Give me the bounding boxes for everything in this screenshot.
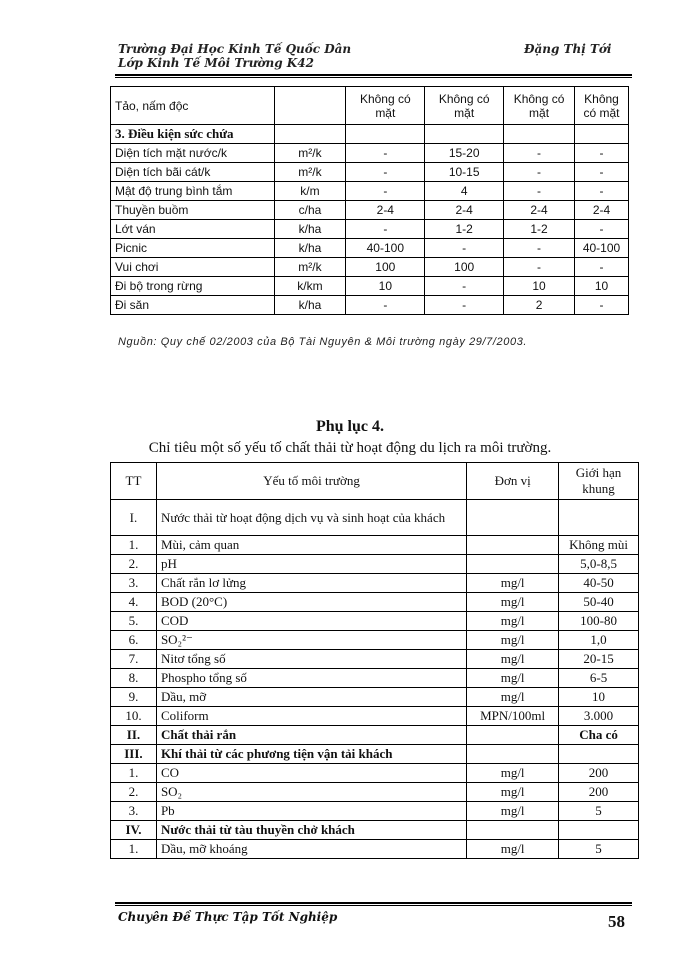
row-tt: 2. (111, 783, 157, 802)
page-number: 58 (608, 912, 625, 931)
row-unit: k/ha (274, 296, 346, 315)
appendix-title: Phụ lục 4. (315, 418, 384, 435)
header-class: Lớp Kinh Tế Môi Trường K42 (118, 56, 314, 70)
table-row (111, 783, 639, 802)
row-unit: mg/l (467, 612, 559, 631)
row-limit: 20-15 (559, 650, 639, 669)
capacity-table (110, 86, 629, 315)
row-tt: 5. (111, 612, 157, 631)
row-tt: 7. (111, 650, 157, 669)
row-limit: 5,0-8,5 (559, 555, 639, 574)
row-value-4: 40-100 (575, 239, 629, 258)
table-row (111, 593, 639, 612)
row-unit: mg/l (467, 593, 559, 612)
header-factor: Yếu tố môi trường (156, 463, 466, 500)
row-unit: mg/l (467, 631, 559, 650)
row-unit (467, 821, 559, 840)
row-unit (467, 745, 559, 764)
table-row (111, 296, 629, 315)
row-limit: Không mùi (559, 536, 639, 555)
row-value-1: - (346, 220, 425, 239)
table-row (111, 745, 639, 764)
row-unit: mg/l (467, 783, 559, 802)
header-limit: Giới hạn khung (559, 463, 639, 500)
table-row (111, 182, 629, 201)
row-limit: 10 (559, 688, 639, 707)
row-limit (559, 500, 639, 536)
table-row (111, 650, 639, 669)
row-factor: Dầu, mỡ (156, 688, 466, 707)
row-value-2: 2-4 (425, 201, 504, 220)
row-name: Mật độ trung bình tắm (111, 182, 275, 201)
waste-table (110, 462, 639, 859)
row-factor: Coliform (156, 707, 466, 726)
row-tt: 3. (111, 802, 157, 821)
row-value-4: Không có mặt (575, 87, 629, 125)
table-row (111, 87, 629, 125)
row-value-3: Không có mặt (504, 87, 575, 125)
row-limit: Cha có (559, 726, 639, 745)
row-unit: mg/l (467, 574, 559, 593)
table-row (111, 277, 629, 296)
table-header-row (111, 463, 639, 500)
row-value-3: 2 (504, 296, 575, 315)
header-author: Đặng Thị Tới (524, 42, 612, 56)
row-limit: 5 (559, 840, 639, 859)
row-name: Đi bộ trong rừng (111, 277, 275, 296)
row-name: Picnic (111, 239, 275, 258)
row-value-3: - (504, 258, 575, 277)
row-factor: Pb (156, 802, 466, 821)
row-tt: III. (111, 745, 157, 764)
row-unit: m²/k (274, 258, 346, 277)
row-value-2: 1-2 (425, 220, 504, 239)
row-limit: 200 (559, 783, 639, 802)
row-name: Lớt ván (111, 220, 275, 239)
row-tt: 6. (111, 631, 157, 650)
row-unit: mg/l (467, 688, 559, 707)
row-value-4 (575, 125, 629, 144)
table-row (111, 764, 639, 783)
table-row (111, 125, 629, 144)
row-name: Thuyền buồm (111, 201, 275, 220)
table-row (111, 840, 639, 859)
row-value-3: - (504, 144, 575, 163)
row-unit: k/ha (274, 220, 346, 239)
row-value-2: - (425, 239, 504, 258)
row-unit: mg/l (467, 650, 559, 669)
row-factor: Chất rắn lơ lửng (156, 574, 466, 593)
row-factor: COD (156, 612, 466, 631)
row-value-3: 10 (504, 277, 575, 296)
row-limit (559, 821, 639, 840)
row-tt: IV. (111, 821, 157, 840)
header-unit: Đơn vị (467, 463, 559, 500)
table-row (111, 802, 639, 821)
table-row (111, 201, 629, 220)
row-value-1 (346, 125, 425, 144)
row-value-1: 40-100 (346, 239, 425, 258)
appendix-subtitle: Chỉ tiêu một số yếu tố chất thải từ hoạt động du lịch ra môi trường. (148, 440, 552, 456)
row-unit (274, 125, 346, 144)
row-value-2: - (425, 296, 504, 315)
row-tt: II. (111, 726, 157, 745)
row-name: Diện tích bãi cát/k (111, 163, 275, 182)
row-factor: SO₂ (156, 783, 466, 802)
row-value-2: 15-20 (425, 144, 504, 163)
footer-rule (115, 902, 632, 904)
row-factor: Chất thải rắn (156, 726, 466, 745)
row-factor: Phospho tổng số (156, 669, 466, 688)
row-value-1: 100 (346, 258, 425, 277)
row-value-2: 10-15 (425, 163, 504, 182)
row-value-4: - (575, 144, 629, 163)
row-value-3: - (504, 239, 575, 258)
row-value-3: 2-4 (504, 201, 575, 220)
table-row (111, 555, 639, 574)
row-value-2: 4 (425, 182, 504, 201)
row-unit: mg/l (467, 764, 559, 783)
table-row (111, 239, 629, 258)
row-unit: m²/k (274, 163, 346, 182)
table-row (111, 144, 629, 163)
row-tt: 1. (111, 764, 157, 783)
row-value-1: - (346, 163, 425, 182)
row-name: 3. Điều kiện sức chứa (111, 125, 275, 144)
header-school: Trường Đại Học Kinh Tế Quốc Dân (118, 42, 352, 56)
row-factor: Mùi, cảm quan (156, 536, 466, 555)
row-value-1: Không có mặt (346, 87, 425, 125)
table-row (111, 220, 629, 239)
source-note: Nguồn: Quy chế 02/2003 của Bộ Tài Nguyên & Môi trường ngày 29/7/2003. (118, 336, 528, 348)
row-value-3: - (504, 163, 575, 182)
row-limit: 50-40 (559, 593, 639, 612)
table-row (111, 726, 639, 745)
row-unit (467, 500, 559, 536)
row-factor: SO₂²⁻ (156, 631, 466, 650)
row-limit: 5 (559, 802, 639, 821)
row-factor: CO (156, 764, 466, 783)
row-value-2: 100 (425, 258, 504, 277)
row-factor: pH (156, 555, 466, 574)
row-limit: 6-5 (559, 669, 639, 688)
footer-rule-thin (115, 905, 632, 906)
row-tt: I. (111, 500, 157, 536)
table-row (111, 500, 639, 536)
table-row (111, 163, 629, 182)
table-row (111, 536, 639, 555)
row-unit (467, 536, 559, 555)
row-limit: 3.000 (559, 707, 639, 726)
table-row (111, 612, 639, 631)
header-rule-thin (115, 77, 632, 78)
row-unit: m²/k (274, 144, 346, 163)
row-unit: mg/l (467, 802, 559, 821)
row-unit: k/ha (274, 239, 346, 258)
row-limit: 1,0 (559, 631, 639, 650)
header-tt: TT (111, 463, 157, 500)
row-value-4: - (575, 258, 629, 277)
row-value-4: 2-4 (575, 201, 629, 220)
table-row (111, 574, 639, 593)
row-limit (559, 745, 639, 764)
row-unit: k/m (274, 182, 346, 201)
row-value-3 (504, 125, 575, 144)
row-value-1: - (346, 182, 425, 201)
row-tt: 1. (111, 536, 157, 555)
row-factor: Nước thải từ tàu thuyền chở khách (156, 821, 466, 840)
row-value-3: 1-2 (504, 220, 575, 239)
row-name: Vui chơi (111, 258, 275, 277)
row-limit: 200 (559, 764, 639, 783)
row-tt: 8. (111, 669, 157, 688)
row-value-3: - (504, 182, 575, 201)
table-row (111, 631, 639, 650)
row-factor: Dầu, mỡ khoáng (156, 840, 466, 859)
row-value-2: Không có mặt (425, 87, 504, 125)
row-unit: MPN/100ml (467, 707, 559, 726)
row-name: Đi săn (111, 296, 275, 315)
row-value-4: - (575, 163, 629, 182)
row-factor: Nitơ tổng số (156, 650, 466, 669)
row-limit: 100-80 (559, 612, 639, 631)
row-value-1: - (346, 296, 425, 315)
row-limit: 40-50 (559, 574, 639, 593)
row-name: Diện tích mặt nước/k (111, 144, 275, 163)
table-row (111, 258, 629, 277)
row-value-4: 10 (575, 277, 629, 296)
row-value-4: - (575, 220, 629, 239)
row-unit: c/ha (274, 201, 346, 220)
row-unit: mg/l (467, 840, 559, 859)
row-tt: 9. (111, 688, 157, 707)
row-tt: 2. (111, 555, 157, 574)
row-tt: 3. (111, 574, 157, 593)
row-unit (467, 726, 559, 745)
row-tt: 4. (111, 593, 157, 612)
row-value-1: 2-4 (346, 201, 425, 220)
row-tt: 1. (111, 840, 157, 859)
row-factor: Nước thải từ hoạt động dịch vụ và sinh hoạt của khách (156, 500, 466, 536)
footer-label: Chuyên Đề Thực Tập Tốt Nghiệp (118, 910, 338, 924)
row-factor: Khí thải từ các phương tiện vận tải khách (156, 745, 466, 764)
row-tt: 10. (111, 707, 157, 726)
table-row (111, 688, 639, 707)
table-row (111, 821, 639, 840)
row-unit (274, 87, 346, 125)
row-value-2 (425, 125, 504, 144)
row-value-1: 10 (346, 277, 425, 296)
row-value-4: - (575, 182, 629, 201)
table-row (111, 707, 639, 726)
row-value-1: - (346, 144, 425, 163)
row-unit: k/km (274, 277, 346, 296)
row-value-2: - (425, 277, 504, 296)
row-unit (467, 555, 559, 574)
row-factor: BOD (20°C) (156, 593, 466, 612)
table-row (111, 669, 639, 688)
row-name: Tảo, nấm độc (111, 87, 275, 125)
row-value-4: - (575, 296, 629, 315)
header-rule (115, 74, 632, 76)
row-unit: mg/l (467, 669, 559, 688)
